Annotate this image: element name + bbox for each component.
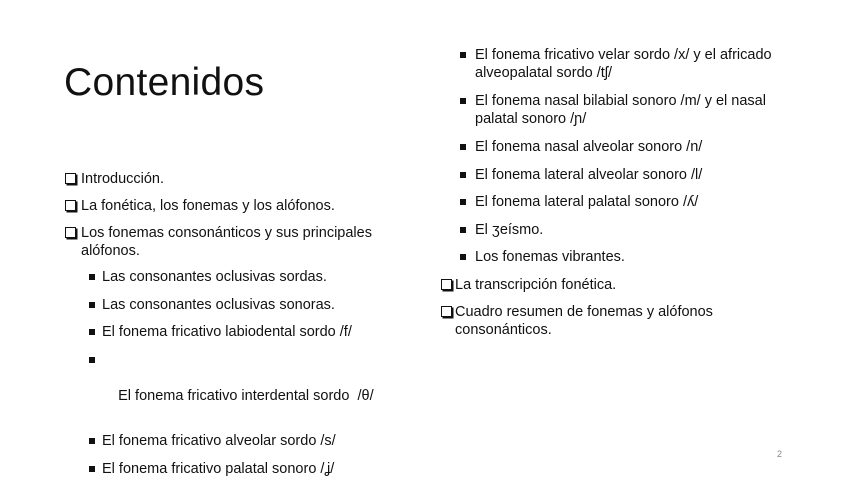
sub-list-item-text: El fonema fricativo interdental sordo /θ/ (118, 387, 374, 404)
list-item (64, 224, 399, 260)
checkbox-bullet-icon (65, 227, 76, 238)
square-bullet-icon (460, 172, 466, 178)
sub-list-item-text: El fonema lateral alveolar sonoro /l/ (475, 166, 703, 183)
slide-title: Contenidos (64, 61, 265, 104)
sub-list-item (440, 193, 800, 211)
sub-list-item-text: El fonema nasal bilabial sonoro /m/ y el nasal palatal sonoro /ɲ/ (475, 93, 766, 127)
list-item-text: Los fonemas consonánticos y sus principales alófonos. (81, 225, 372, 259)
sub-list-item-text: El fonema lateral palatal sonoro /ʎ/ (475, 194, 699, 210)
square-bullet-icon (89, 329, 95, 335)
sub-list-item (64, 460, 424, 478)
sub-list-item (64, 296, 424, 314)
sub-list-item-text: El fonema fricativo palatal sonoro /ʝ/ (102, 460, 335, 477)
sub-list-item (64, 351, 424, 423)
square-bullet-icon (460, 144, 466, 150)
sub-list-item (440, 248, 800, 266)
sub-list-item (440, 166, 800, 184)
sub-list-item-text: El fonema fricativo labiodental sordo /f/ (102, 324, 352, 340)
list-item-text: La transcripción fonética. (455, 276, 617, 293)
sub-list-item-text: El fonema fricativo alveolar sordo /s/ (102, 433, 336, 449)
square-bullet-icon (89, 274, 95, 280)
sub-list-item-text: El ʒeísmo. (475, 221, 544, 238)
sub-list-item (440, 221, 800, 239)
sub-list-item-text: El fonema fricativo velar sordo /x/ y el africado alveopalatal sordo /tʃ/ (475, 47, 772, 81)
square-bullet-icon (460, 254, 466, 260)
sub-list-item-text: Las consonantes oclusivas sordas. (102, 269, 327, 285)
square-bullet-icon (89, 357, 95, 363)
list-item-text: Cuadro resumen de fonemas y alófonos consonánticos. (455, 303, 713, 338)
sub-list-item (440, 138, 800, 156)
square-bullet-icon (89, 466, 95, 472)
square-bullet-icon (460, 52, 466, 58)
checkbox-bullet-icon (441, 279, 452, 290)
square-bullet-icon (460, 227, 466, 233)
sub-list-item-text: Las consonantes oclusivas sonoras. (102, 296, 335, 313)
right-column (440, 46, 800, 348)
checkbox-bullet-icon (65, 173, 76, 184)
list-item (440, 303, 755, 339)
checkbox-bullet-icon (65, 200, 76, 211)
list-item-text: Introducción. (81, 171, 165, 187)
left-column (64, 170, 424, 487)
square-bullet-icon (89, 302, 95, 308)
list-item (64, 170, 424, 188)
list-item (64, 197, 424, 215)
sub-list-item (440, 92, 785, 128)
sub-list-item-text: El fonema nasal alveolar sonoro /n/ (475, 139, 703, 155)
square-bullet-icon (460, 199, 466, 205)
list-item-text: La fonética, los fonemas y los alófonos. (81, 198, 335, 214)
checkbox-bullet-icon (441, 306, 452, 317)
list-item (440, 276, 800, 294)
square-bullet-icon (89, 438, 95, 444)
sub-list-item (64, 268, 424, 286)
sub-list-item (64, 323, 424, 341)
sub-list-item (64, 432, 424, 450)
sub-list-item-text: Los fonemas vibrantes. (475, 249, 625, 265)
page-number: 2 (777, 449, 783, 459)
square-bullet-icon (460, 98, 466, 104)
sub-list-item (440, 46, 775, 82)
